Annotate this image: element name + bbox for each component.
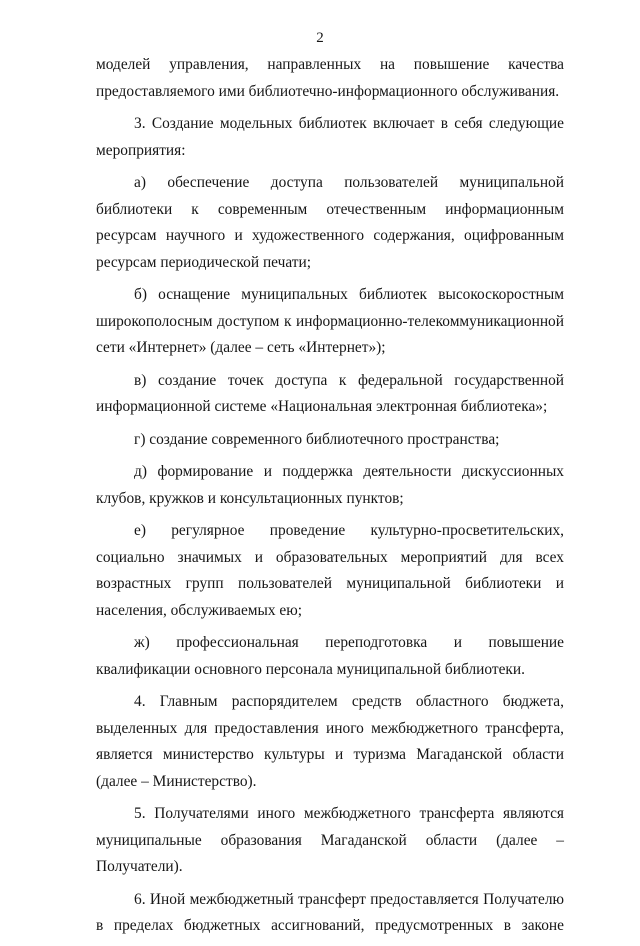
paragraph-subitem-b: б) оснащение муниципальных библиотек высокоскоростным широкополосным доступом к информационно-телекоммуникационной сети «Интернет» (далее – сеть «Интернет»); [96,286,564,356]
paragraph-subitem-d: д) формирование и поддержка деятельности дискуссионных клубов, кружков и консультационных пунктов; [96,463,564,507]
paragraph-item-6: 6. Иной межбюджетный трансферт предоставляется Получателю в пределах бюджетных ассигнований, предусмотренных в законе [96,890,564,934]
paragraph-subitem-a: а) обеспечение доступа пользователей муниципальной библиотеки к современным отечественным информационным ресурсам научного и художественного содержания, оцифрованным ресурсам периодической печати; [96,174,564,271]
paragraph-subitem-zh: ж) профессиональная переподготовка и повышение квалификации основного персонала муниципальной библиотеки. [96,634,564,678]
paragraph-item-4: 4. Главным распорядителем средств областного бюджета, выделенных для предоставления иного межбюджетного трансферта, является министерство культуры и туризма Магаданской области (далее – Министерство). [96,693,564,790]
paragraph-subitem-e: е) регулярное проведение культурно-просветительских, социально значимых и образовательных мероприятий для всех возрастных групп пользователей муниципальной библиотеки и населения, обслуживаемых ею; [96,522,564,619]
paragraph-subitem-v: в) создание точек доступа к федеральной государственной информационной системе «Национальная электронная библиотека»; [96,371,564,415]
page-number: 2 [316,30,324,46]
paragraph-item-3: 3. Создание модельных библиотек включает в себя следующие мероприятия: [96,115,564,159]
document-body [96,52,564,946]
paragraph-continuation: моделей управления, направленных на повышение качества предоставляемого ими библиотечно-информационного обслуживания. [96,56,564,100]
paragraph-subitem-g: г) создание современного библиотечного пространства; [134,430,500,448]
paragraph-item-5: 5. Получателями иного межбюджетного трансферта являются муниципальные образования Магаданской области (далее – Получатели). [96,805,564,875]
